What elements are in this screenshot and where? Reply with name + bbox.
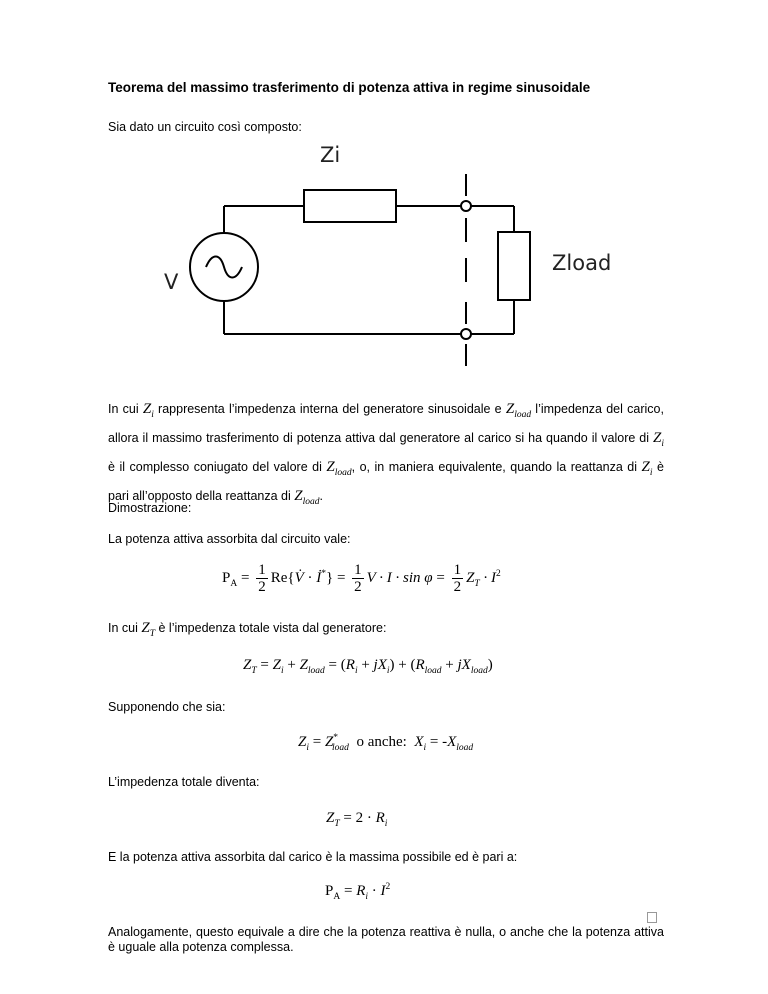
- circuit-diagram: [160, 138, 612, 378]
- equation-max-power: $P_A = R_i \cdot I^2$: [325, 882, 391, 902]
- dimostrazione-heading: Dimostrazione:: [108, 501, 192, 515]
- end-marker-icon: [647, 912, 657, 923]
- paragraph-impedances: In cui $Z_i$ rappresenta l’impedenza interna del generatore sinusoidale e $Z_{load}$ l’impedenza del carico, allora il massimo trasferimento di potenza attiva dal generatore al carico si ha quando il valore di $Z_i$ è il complesso coniugato del valore di $Z_{load}$, o, in maniera equivalente, quando la reattanza di $Z_i$ è pari all’opposto della reattanza di $Z_{load}$.: [108, 401, 664, 507]
- equation-conjugate-condition: $Z_i = Z^*_{load}$ o anche: $X_i = -X_{load}$: [298, 733, 474, 753]
- potenza-text: La potenza attiva assorbita dal circuito vale:: [108, 532, 351, 546]
- impedenza-totale-text: L’impedenza totale diventa:: [108, 775, 260, 789]
- potenza-carico-text: E la potenza attiva assorbita dal carico è la massima possibile ed è pari a:: [108, 850, 518, 864]
- terminal-top: [461, 201, 471, 211]
- equation-active-power: $P_A$ = $\frac{1}{2}$ Re{V̇ · İ*} = $\frac{1}{2}$ V · I · sin φ = $\frac{1}{2}$ $Z_T \cdot I^2$: [222, 562, 501, 595]
- label-v: V: [164, 270, 179, 294]
- zload-resistor: [498, 232, 530, 300]
- label-zload: Zload: [552, 251, 612, 275]
- document-title: Teorema del massimo trasferimento di potenza attiva in regime sinusoidale: [108, 80, 591, 95]
- zi-resistor: [304, 190, 396, 222]
- supponendo-text: Supponendo che sia:: [108, 700, 226, 714]
- zt-text: In cui $Z_T$ è l’impedenza totale vista dal generatore:: [108, 620, 387, 639]
- terminal-bottom: [461, 329, 471, 339]
- equation-zt-result: $Z_T = 2 \cdot R_i$: [326, 810, 388, 829]
- intro-text: Sia dato un circuito così composto:: [108, 120, 302, 134]
- equation-total-impedance: $Z_T = Z_i + Z_{load} = (R_i + jX_i) + (R_{load} + jX_{load})$: [243, 657, 493, 676]
- symbol-zload: $Z_{load}$: [505, 401, 532, 420]
- symbol-zi: $Z_i$: [142, 401, 154, 420]
- conclusion-paragraph: Analogamente, questo equivale a dire che la potenza reattiva è nulla, o anche che la potenza attiva è uguale alla potenza complessa.: [108, 925, 664, 954]
- label-zi: Zi: [320, 143, 341, 167]
